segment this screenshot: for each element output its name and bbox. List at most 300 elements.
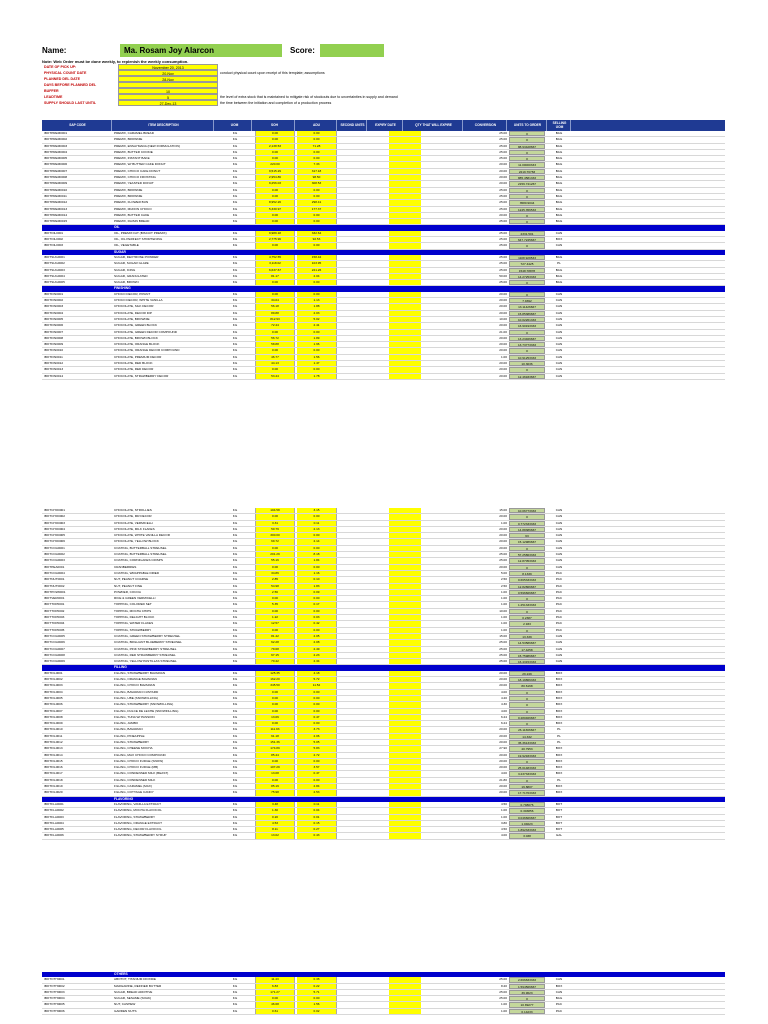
- soh-cell[interactable]: 58.88: [255, 342, 295, 347]
- expiry-date-cell[interactable]: [389, 330, 421, 335]
- uom: KG: [232, 373, 238, 378]
- soh-cell[interactable]: 0.00: [255, 348, 295, 353]
- soh-cell[interactable]: 4,752.55: [255, 255, 295, 260]
- conversion: 20.00: [499, 533, 507, 538]
- expiry-date-cell[interactable]: [389, 677, 421, 682]
- expiry-date-cell[interactable]: [389, 621, 421, 626]
- name-field[interactable]: Ma. Rosam Joy Alarcon: [120, 44, 282, 57]
- expiry-date-cell[interactable]: [389, 558, 421, 563]
- expiry-date-cell[interactable]: [389, 596, 421, 601]
- expiry-date-cell[interactable]: [389, 590, 421, 595]
- expiry-date-cell[interactable]: [389, 628, 421, 633]
- expiry-date-cell[interactable]: [389, 734, 421, 739]
- expiry-date-cell[interactable]: [389, 709, 421, 714]
- selling-uom: BAG: [555, 996, 563, 1001]
- soh-cell[interactable]: 70.42: [255, 659, 295, 664]
- soh-cell[interactable]: 85.44: [255, 753, 295, 758]
- expiry-date-cell[interactable]: [389, 808, 421, 813]
- soh-cell[interactable]: 0.00: [255, 546, 295, 551]
- expiry-date-cell[interactable]: [389, 181, 421, 186]
- meta-value[interactable]: 27-Dec-13: [118, 100, 218, 106]
- item-description: CHOCO DECOR, PIPANT: [114, 291, 151, 296]
- soh-cell[interactable]: 46.77: [255, 355, 295, 360]
- soh-cell[interactable]: 81.42: [255, 634, 295, 639]
- item-description: FILLING, CONDENSED MILK: [114, 777, 156, 782]
- item-description: CRANBERRIES: [114, 564, 137, 569]
- expiry-date-cell[interactable]: [389, 984, 421, 989]
- soh-cell[interactable]: 0.20: [255, 815, 295, 820]
- soh-cell[interactable]: 0.00: [255, 330, 295, 335]
- conversion: 25.00: [499, 996, 507, 1001]
- soh-cell[interactable]: 67.15: [255, 653, 295, 658]
- soh-cell[interactable]: 345.50: [255, 683, 295, 688]
- uom: KG: [232, 212, 238, 217]
- item-description: PREMIX, INSTANT BAKE: [114, 156, 150, 161]
- conversion: 20.00: [499, 739, 507, 744]
- soh-cell[interactable]: 171.27: [255, 990, 295, 995]
- expiry-date-cell[interactable]: [389, 746, 421, 751]
- expiry-date-cell[interactable]: [389, 274, 421, 279]
- uom: KG: [232, 558, 238, 563]
- units-to-order: 13.11426667: [509, 304, 545, 309]
- item-description: CHOCOLATE, ORANGE DECOR COMPOUND: [114, 348, 180, 353]
- expiry-date-cell[interactable]: [389, 200, 421, 205]
- adu-cell: 0.00: [297, 243, 337, 248]
- expiry-date-cell[interactable]: [389, 298, 421, 303]
- soh-cell[interactable]: 81.17: [255, 274, 295, 279]
- soh-cell[interactable]: 174.89: [255, 746, 295, 751]
- soh-cell[interactable]: 111.93: [255, 727, 295, 732]
- expiry-date-cell[interactable]: [389, 584, 421, 589]
- conversion: 6.24: [500, 714, 507, 719]
- selling-uom: PAC: [555, 570, 563, 575]
- uom: KG: [232, 1008, 238, 1013]
- soh-cell[interactable]: 0.00: [255, 696, 295, 701]
- selling-uom: CAN: [555, 360, 563, 365]
- selling-uom: PAC: [555, 589, 563, 594]
- soh-cell[interactable]: 0.00: [255, 565, 295, 570]
- sap-code: IBOTFIL0015: [44, 758, 63, 763]
- soh-cell[interactable]: 61.18: [255, 734, 295, 739]
- expiry-date-cell[interactable]: [389, 342, 421, 347]
- adu-cell: 5.05: [297, 740, 337, 745]
- soh-cell[interactable]: 2,138.53: [255, 144, 295, 149]
- sap-code: IBOTPREM0003: [44, 143, 68, 148]
- units-to-order: 25.01483333: [509, 765, 545, 770]
- adu-cell: 0.11: [297, 521, 337, 526]
- soh-cell[interactable]: 9,989.18: [255, 231, 295, 236]
- item-description: COATING, BUTTERBALL STREUSEL: [114, 545, 167, 550]
- expiry-date-cell[interactable]: [389, 255, 421, 260]
- soh-cell[interactable]: 812.93: [255, 317, 295, 322]
- expiry-date-cell[interactable]: [389, 304, 421, 309]
- expiry-date-cell[interactable]: [389, 990, 421, 995]
- expiry-date-cell[interactable]: [389, 765, 421, 770]
- adu-cell: 0.01: [297, 815, 337, 820]
- adu-cell: 0.00: [297, 778, 337, 783]
- soh-cell[interactable]: 79.68: [255, 647, 295, 652]
- expiry-date-cell[interactable]: [389, 702, 421, 707]
- soh-cell[interactable]: 1.22: [255, 615, 295, 620]
- expiry-date-cell[interactable]: [389, 280, 421, 285]
- soh-cell[interactable]: 300.00: [255, 533, 295, 538]
- soh-cell[interactable]: 69.72: [255, 539, 295, 544]
- soh-cell[interactable]: 220.00: [255, 162, 295, 167]
- expiry-date-cell[interactable]: [389, 533, 421, 538]
- uom: KG: [232, 695, 238, 700]
- expiry-date-cell[interactable]: [389, 527, 421, 532]
- expiry-date-cell[interactable]: [389, 565, 421, 570]
- units-to-order: 26.11666667: [509, 727, 545, 732]
- item-description: CHOCOLATE, RED DECOR: [114, 367, 154, 372]
- meta-value[interactable]: 5: [118, 94, 218, 100]
- sap-code: IBOTCOA0004: [44, 570, 65, 575]
- meta-value[interactable]: November 20, 2013: [118, 64, 218, 70]
- expiry-date-cell[interactable]: [389, 790, 421, 795]
- soh-cell[interactable]: 2.56: [255, 590, 295, 595]
- expiry-date-cell[interactable]: [389, 150, 421, 155]
- soh-cell[interactable]: 13.06: [255, 715, 295, 720]
- soh-cell[interactable]: 46.68: [255, 1002, 295, 1007]
- expiry-date-cell[interactable]: [389, 977, 421, 982]
- soh-cell[interactable]: 72.44: [255, 323, 295, 328]
- expiry-date-cell[interactable]: [389, 243, 421, 248]
- soh-cell[interactable]: 0.00: [255, 131, 295, 136]
- expiry-date-cell[interactable]: [389, 219, 421, 224]
- selling-uom: CAN: [555, 552, 563, 557]
- selling-uom: BAG: [555, 162, 563, 167]
- soh-cell[interactable]: 89.88: [255, 311, 295, 316]
- expiry-date-cell[interactable]: [389, 361, 421, 366]
- units-to-order: 0: [509, 280, 545, 285]
- soh-cell[interactable]: 107.29: [255, 765, 295, 770]
- uom: KG: [232, 316, 238, 321]
- selling-uom: PL: [557, 261, 561, 266]
- expiry-date-cell[interactable]: [389, 759, 421, 764]
- expiry-date-cell[interactable]: [389, 647, 421, 652]
- soh-cell[interactable]: 0.00: [255, 367, 295, 372]
- uom: KG: [232, 193, 238, 198]
- expiry-date-cell[interactable]: [389, 690, 421, 695]
- soh-cell[interactable]: 3.48: [255, 802, 295, 807]
- expiry-date-cell[interactable]: [389, 137, 421, 142]
- conversion: 25.00: [499, 243, 507, 248]
- expiry-date-cell[interactable]: [389, 355, 421, 360]
- meta-value[interactable]: 20-Nov: [118, 70, 218, 76]
- expiry-date-cell[interactable]: [389, 169, 421, 174]
- soh-cell[interactable]: 56.72: [255, 336, 295, 341]
- expiry-date-cell[interactable]: [389, 131, 421, 136]
- units-to-order: 0.280466667: [509, 715, 545, 720]
- item-description: FLAVORING, STRAWBERRY: [114, 814, 156, 819]
- soh-cell[interactable]: 2,775.96: [255, 237, 295, 242]
- expiry-date-cell[interactable]: [389, 721, 421, 726]
- adu-cell: 2.23: [297, 653, 337, 658]
- expiry-date-cell[interactable]: [389, 546, 421, 551]
- soh-cell[interactable]: 151.36: [255, 740, 295, 745]
- item-description: COATING, BRILLIANT BLUEBERRY STREUSEL: [114, 640, 182, 645]
- expiry-date-cell[interactable]: [389, 753, 421, 758]
- expiry-date-cell[interactable]: [389, 175, 421, 180]
- item-description: CHOCOLATE, ORANGE BLOCK: [114, 342, 160, 347]
- expiry-date-cell[interactable]: [389, 508, 421, 513]
- expiry-date-cell[interactable]: [389, 821, 421, 826]
- expiry-date-cell[interactable]: [389, 609, 421, 614]
- expiry-date-cell[interactable]: [389, 237, 421, 242]
- soh-cell[interactable]: 0.00: [255, 702, 295, 707]
- soh-cell[interactable]: 4.53: [255, 821, 295, 826]
- expiry-date-cell[interactable]: [389, 514, 421, 519]
- expiry-date-cell[interactable]: [389, 348, 421, 353]
- soh-cell[interactable]: 0.00: [255, 690, 295, 695]
- soh-cell[interactable]: 6.83: [255, 984, 295, 989]
- soh-cell[interactable]: 0.00: [255, 219, 295, 224]
- expiry-date-cell[interactable]: [389, 268, 421, 273]
- expiry-date-cell[interactable]: [389, 323, 421, 328]
- sap-code: IBOTOTH0002: [44, 983, 65, 988]
- soh-cell[interactable]: 201.29: [255, 552, 295, 557]
- soh-cell[interactable]: 104.58: [255, 508, 295, 513]
- soh-cell[interactable]: 75.98: [255, 790, 295, 795]
- selling-uom: CAN: [555, 316, 563, 321]
- expiry-date-cell[interactable]: [389, 292, 421, 297]
- expiry-date-cell[interactable]: [389, 213, 421, 218]
- selling-uom: BOX: [555, 758, 563, 763]
- score-field[interactable]: [320, 44, 384, 57]
- soh-cell[interactable]: 3,118.02: [255, 261, 295, 266]
- uom: KG: [232, 206, 238, 211]
- units-to-order: 0: [509, 156, 545, 161]
- expiry-date-cell[interactable]: [389, 1009, 421, 1014]
- expiry-date-cell[interactable]: [389, 715, 421, 720]
- adu-cell: 0.00: [297, 156, 337, 161]
- expiry-date-cell[interactable]: [389, 615, 421, 620]
- soh-cell[interactable]: 2,954.86: [255, 175, 295, 180]
- soh-cell[interactable]: 0.00: [255, 709, 295, 714]
- sap-code: IBOTCOA0009: [44, 659, 65, 664]
- soh-cell[interactable]: 0.00: [255, 609, 295, 614]
- soh-cell[interactable]: 8.11: [255, 827, 295, 832]
- adu-cell: 3.15: [297, 508, 337, 513]
- expiry-date-cell[interactable]: [389, 207, 421, 212]
- conversion: 25.00: [499, 156, 507, 161]
- soh-cell[interactable]: 0.00: [255, 156, 295, 161]
- soh-cell[interactable]: 56.18: [255, 304, 295, 309]
- expiry-date-cell[interactable]: [389, 162, 421, 167]
- expiry-date-cell[interactable]: [389, 671, 421, 676]
- expiry-date-cell[interactable]: [389, 727, 421, 732]
- expiry-date-cell[interactable]: [389, 740, 421, 745]
- soh-cell[interactable]: 0.00: [255, 150, 295, 155]
- adu-cell: 158.42: [297, 255, 337, 260]
- adu-cell: 1.84: [297, 558, 337, 563]
- item-description: PREMIX, RAISIN BREAD: [114, 219, 150, 224]
- column-header: UOM: [218, 120, 252, 131]
- meta-value[interactable]: 10: [118, 88, 218, 94]
- soh-cell[interactable]: 0.00: [255, 243, 295, 248]
- soh-cell[interactable]: 0.00: [255, 628, 295, 633]
- selling-uom: CAN: [555, 310, 563, 315]
- soh-cell[interactable]: 0.00: [255, 996, 295, 1001]
- conversion: 15.00: [499, 508, 507, 512]
- units-to-order: 0: [509, 131, 545, 136]
- soh-cell[interactable]: 0.00: [255, 213, 295, 218]
- soh-cell[interactable]: 2.85: [255, 577, 295, 582]
- soh-cell[interactable]: 34.86: [255, 571, 295, 576]
- selling-uom: BAG: [555, 143, 563, 148]
- expiry-date-cell[interactable]: [389, 188, 421, 193]
- uom: KG: [232, 526, 238, 531]
- soh-cell[interactable]: 125.35: [255, 671, 295, 676]
- units-to-order: 15.75986667: [509, 653, 545, 658]
- soh-cell[interactable]: 0.00: [255, 292, 295, 297]
- soh-cell[interactable]: 0.00: [255, 188, 295, 193]
- soh-cell[interactable]: 0.00: [255, 514, 295, 519]
- expiry-date-cell[interactable]: [389, 539, 421, 544]
- adu-cell: 5.02: [297, 317, 337, 322]
- soh-cell[interactable]: 9,256.03: [255, 181, 295, 186]
- soh-cell[interactable]: 50.79: [255, 527, 295, 532]
- soh-cell[interactable]: 0.61: [255, 1009, 295, 1014]
- uom: KG: [232, 570, 238, 575]
- expiry-date-cell[interactable]: [389, 1002, 421, 1007]
- units-to-order: 727.4425: [509, 261, 545, 266]
- soh-cell[interactable]: 5.35: [255, 602, 295, 607]
- conversion: 1.00: [500, 627, 507, 632]
- soh-cell[interactable]: 54.98: [255, 584, 295, 589]
- soh-cell[interactable]: 0.00: [255, 759, 295, 764]
- expiry-date-cell[interactable]: [389, 156, 421, 161]
- expiry-date-cell[interactable]: [389, 374, 421, 379]
- meta-label: LEADTIME: [44, 95, 63, 99]
- conversion: 20.00: [499, 373, 507, 378]
- expiry-date-cell[interactable]: [389, 784, 421, 789]
- adu-cell: 2.72: [297, 753, 337, 758]
- item-description: COATING, GREEN STRAWBERRY STREUSEL: [114, 633, 181, 638]
- item-description: CHOCOLATE, SILK DECOR: [114, 304, 154, 309]
- soh-cell[interactable]: 13.02: [255, 833, 295, 838]
- uom: KG: [232, 589, 238, 594]
- expiry-date-cell[interactable]: [389, 367, 421, 372]
- soh-cell[interactable]: 34.04: [255, 298, 295, 303]
- soh-cell[interactable]: 0.00: [255, 194, 295, 199]
- expiry-date-cell[interactable]: [389, 996, 421, 1001]
- uom: KG: [232, 683, 238, 688]
- soh-cell[interactable]: 12.57: [255, 621, 295, 626]
- meta-label: DATE OF PICK UP:: [44, 65, 77, 69]
- expiry-date-cell[interactable]: [389, 571, 421, 576]
- uom: KG: [232, 746, 238, 751]
- selling-uom: BAG: [555, 181, 563, 186]
- expiry-date-cell[interactable]: [389, 802, 421, 807]
- uom: KG: [232, 181, 238, 186]
- conversion: 4.00: [500, 833, 507, 838]
- expiry-date-cell[interactable]: [389, 317, 421, 322]
- conversion: 1.00: [500, 602, 507, 607]
- uom: KG: [232, 702, 238, 707]
- selling-uom: CAN: [555, 298, 563, 303]
- expiry-date-cell[interactable]: [389, 336, 421, 341]
- expiry-date-cell[interactable]: [389, 815, 421, 820]
- expiry-date-cell[interactable]: [389, 771, 421, 776]
- adu-cell: 0.15: [297, 821, 337, 826]
- expiry-date-cell[interactable]: [389, 778, 421, 783]
- conversion: 20.00: [499, 323, 507, 328]
- expiry-date-cell[interactable]: [389, 602, 421, 607]
- soh-cell[interactable]: 8,952.26: [255, 200, 295, 205]
- uom: KG: [232, 714, 238, 719]
- expiry-date-cell[interactable]: [389, 144, 421, 149]
- expiry-date-cell[interactable]: [389, 696, 421, 701]
- conversion: 1.00: [500, 808, 507, 813]
- soh-cell[interactable]: 5,330.97: [255, 207, 295, 212]
- soh-cell[interactable]: 0.00: [255, 721, 295, 726]
- soh-cell[interactable]: 1.30: [255, 808, 295, 813]
- soh-cell[interactable]: 13.08: [255, 771, 295, 776]
- soh-cell[interactable]: 53.44: [255, 374, 295, 379]
- item-description: TOPPING, MOCHA CHIPS: [114, 608, 152, 613]
- expiry-date-cell[interactable]: [389, 659, 421, 664]
- item-description: PREMIX, ENSAYMADA (NEW FORMULATION): [114, 143, 180, 148]
- score-label: Score:: [290, 46, 315, 55]
- expiry-date-cell[interactable]: [389, 194, 421, 199]
- meta-label: PLANNED DEL DATE: [44, 77, 81, 81]
- expiry-date-cell[interactable]: [389, 311, 421, 316]
- meta-value[interactable]: 28-Nov: [118, 76, 218, 82]
- selling-uom: BAG: [555, 200, 563, 205]
- expiry-date-cell[interactable]: [389, 521, 421, 526]
- adu-cell: 2.14: [297, 539, 337, 544]
- soh-cell[interactable]: 9,515.29: [255, 169, 295, 174]
- adu-cell: 0.00: [297, 219, 337, 224]
- uom: KG: [232, 777, 238, 782]
- conversion: 20.00: [499, 758, 507, 763]
- expiry-date-cell[interactable]: [389, 231, 421, 236]
- uom: KG: [232, 758, 238, 763]
- expiry-date-cell[interactable]: [389, 640, 421, 645]
- soh-cell[interactable]: 162.20: [255, 677, 295, 682]
- soh-cell[interactable]: 0.00: [255, 778, 295, 783]
- soh-cell[interactable]: 0.00: [255, 596, 295, 601]
- sap-code: IBOTTOP0002: [44, 608, 65, 613]
- expiry-date-cell[interactable]: [389, 634, 421, 639]
- soh-cell[interactable]: 6,637.67: [255, 268, 295, 273]
- soh-cell[interactable]: 62.28: [255, 640, 295, 645]
- soh-cell[interactable]: 0.00: [255, 280, 295, 285]
- expiry-date-cell[interactable]: [389, 261, 421, 266]
- uom: KG: [232, 310, 238, 315]
- expiry-date-cell[interactable]: [389, 552, 421, 557]
- uom: KG: [232, 162, 238, 167]
- expiry-date-cell[interactable]: [389, 577, 421, 582]
- soh-cell[interactable]: 85.19: [255, 784, 295, 789]
- expiry-date-cell[interactable]: [389, 653, 421, 658]
- soh-cell[interactable]: 44.13: [255, 361, 295, 366]
- item-description: OIL, PREMIX FAT (BISCUIT PREMIX): [114, 230, 167, 235]
- expiry-date-cell[interactable]: [389, 827, 421, 832]
- sap-code: IBOTFIN0005: [44, 316, 64, 321]
- soh-cell[interactable]: 55.16: [255, 558, 295, 563]
- table-body-2: [42, 508, 725, 840]
- expiry-date-cell[interactable]: [389, 683, 421, 688]
- category-label: FLAVORING: [114, 796, 134, 801]
- conversion: 25.00: [499, 640, 507, 645]
- sap-code: IBOTSUG0002: [44, 261, 65, 266]
- soh-cell[interactable]: 0.00: [255, 137, 295, 142]
- soh-cell[interactable]: 3.31: [255, 521, 295, 526]
- soh-cell[interactable]: 11.43: [255, 977, 295, 982]
- expiry-date-cell[interactable]: [389, 833, 421, 838]
